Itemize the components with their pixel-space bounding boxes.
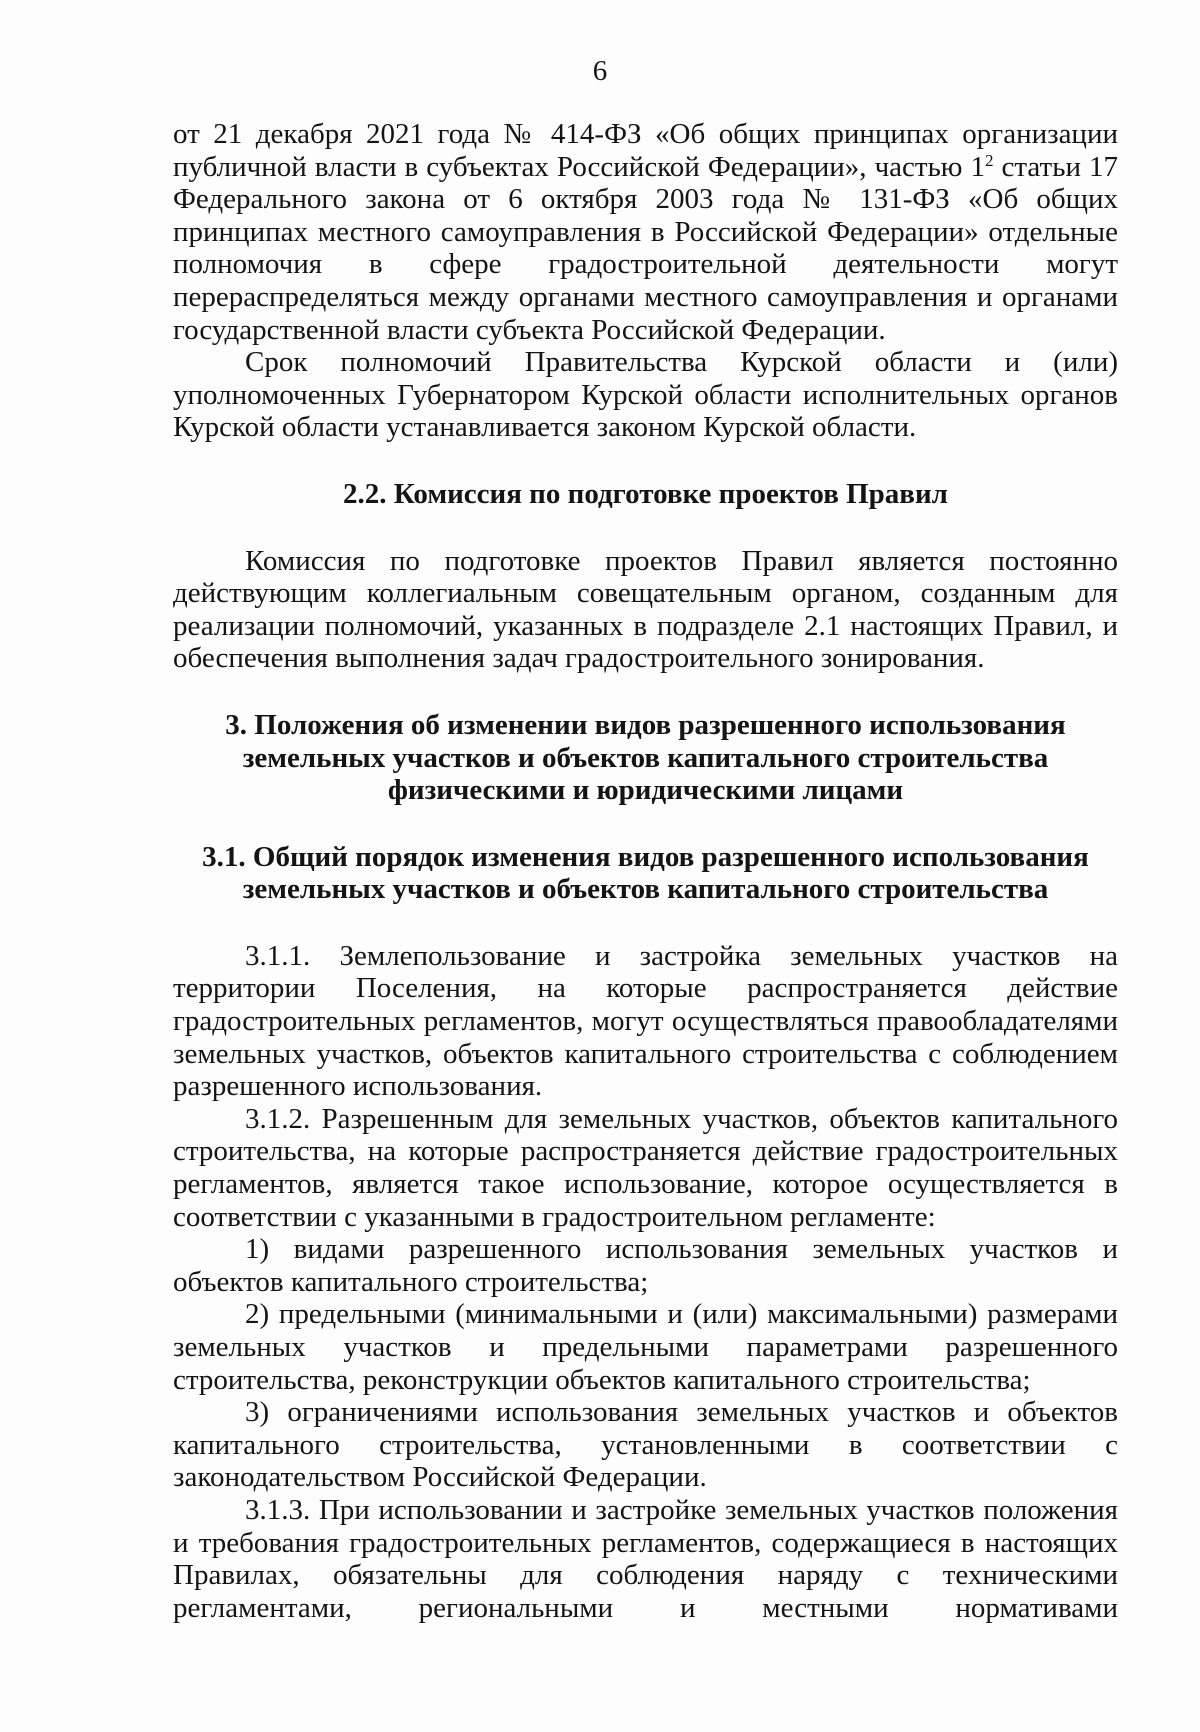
paragraph-intro [173,118,1118,346]
heading-3-line: 3. Положения об изменении видов разрешенного использования [225,708,1066,741]
heading-3-1-line: земельных участков и объектов капитального строительства [242,873,1049,906]
heading-3-1 [173,841,1118,906]
paragraph-3-1-3: 3.1.3. При использовании и застройке земельных участков положения и требования градостроительных регламентов, содержащиеся в настоящих Правилах, обязательны для соблюдения наряду с техническими регламентами, региональными и местными нормативами [173,1493,1118,1624]
paragraph-commission: Комиссия по подготовке проектов Правил является постоянно действующим коллегиальным совещательным органом, созданным для реализации полномочий, указанных в подразделе 2.1 настоящих Правил, и обеспечения выполнения задач градостроительного зонирования. [173,544,1118,675]
document-body [173,118,1118,1624]
paragraph-intro-text: от 21 декабря 2021 года № 414-ФЗ «Об общих принципах организации публичной власти в субъектах Российской Федерации», частью 1 [173,118,1118,183]
list-item-2: 2) предельными (минимальными и (или) максимальными) размерами земельных участков и предельными параметрами разрешенного строительства, реконструкции объектов капитального строительства; [173,1298,1118,1396]
list-item-1: 1) видами разрешенного использования земельных участков и объектов капитального строительства; [173,1233,1118,1298]
paragraph-term: Срок полномочий Правительства Курской области и (или) уполномоченных Губернатором Курской области исполнительных органов Курской области устанавливается законом Курской области. [173,346,1118,444]
paragraph-intro-continuation: статьи 17 Федерального закона от 6 октября 2003 года № 131-ФЗ «Об общих принципах местного самоуправления в Российской Федерации» отдельные полномочия в сфере градостроительной деятельности могут перераспределяться между органами местного самоуправления и органами государственной власти субъекта Российской Федерации. [173,150,1118,346]
heading-3-1-line: 3.1. Общий порядок изменения видов разрешенного использования [202,840,1089,873]
paragraph-3-1-1: 3.1.1. Землепользование и застройка земельных участков на территории Поселения, на которые распространяется действие градостроительных регламентов, могут осуществляться правообладателями земельных участков, объектов капитального строительства с соблюдением разрешенного использования. [173,939,1118,1103]
list-item-3: 3) ограничениями использования земельных участков и объектов капитального строительства, установленными в соответствии с законодательством Российской Федерации. [173,1396,1118,1494]
heading-3 [173,709,1118,807]
paragraph-3-1-2: 3.1.2. Разрешенным для земельных участков, объектов капитального строительства, на которые распространяется действие градостроительных регламентов, является такое использование, которое осуществляется в соответствии с указанными в градостроительном регламенте: [173,1102,1118,1233]
heading-2-2: 2.2. Комиссия по подготовке проектов Правил [343,477,948,510]
heading-3-line: земельных участков и объектов капитального строительства [242,741,1049,774]
heading-3-line: физическими и юридическими лицами [387,774,904,807]
paragraph-intro-superscript: 2 [985,150,994,170]
page-number: 6 [592,55,608,87]
